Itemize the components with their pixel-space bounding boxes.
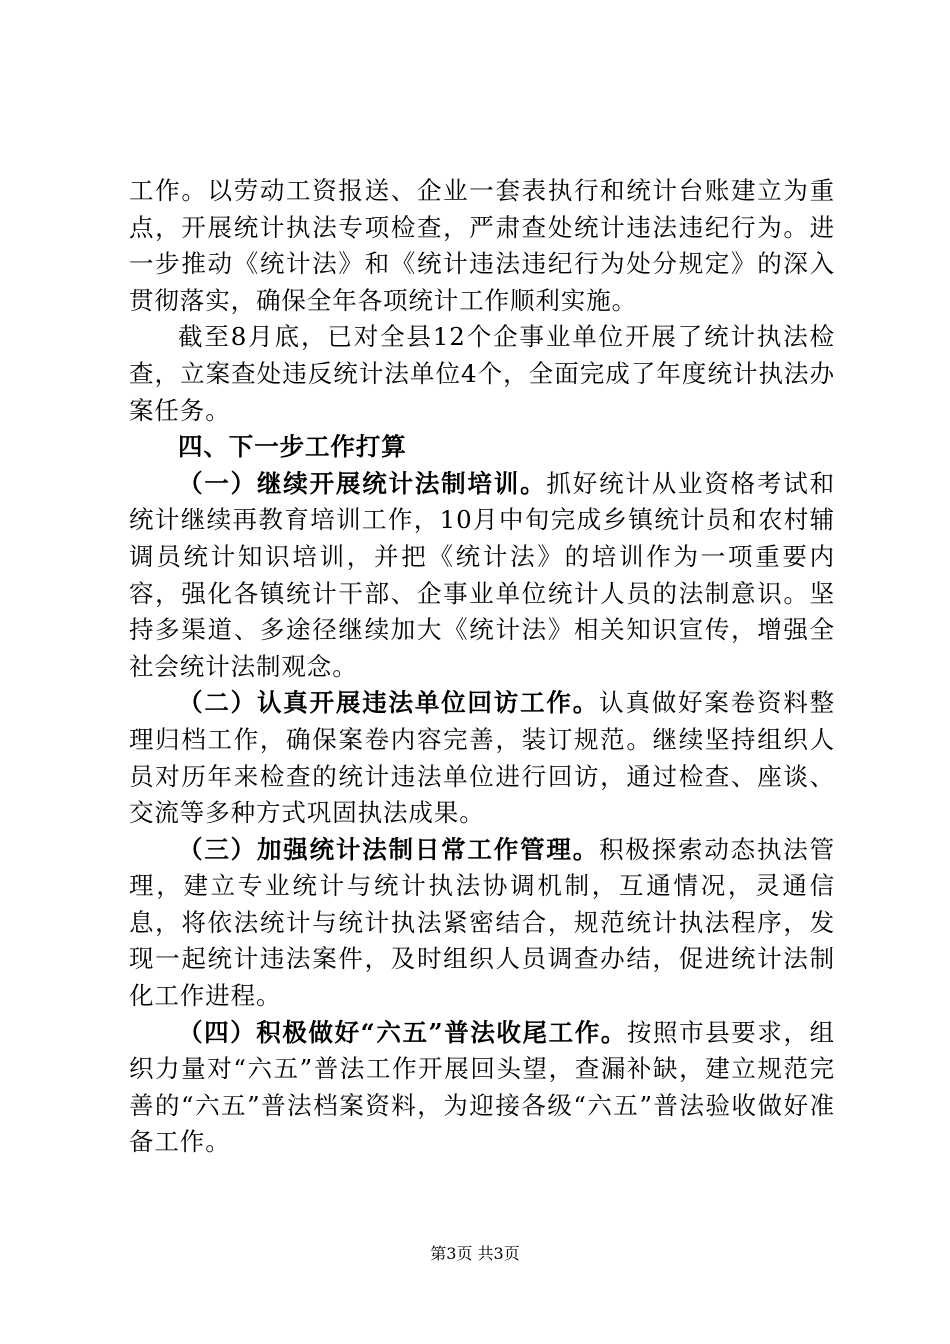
plan-item-1-title: （一）继续开展统计法制培训。: [178, 468, 547, 498]
plan-item-1: [129, 466, 835, 686]
paragraph-progress: 截至8月底，已对全县12个企事业单位开展了统计执法检查，立案查处违反统计法单位4个，全面完成了年度统计执法办案任务。: [129, 322, 835, 425]
plan-item-4-title: （四）积极做好“六五”普法收尾工作。: [178, 1017, 627, 1047]
document-body: [129, 173, 835, 1161]
plan-item-3-title: （三）加强统计法制日常工作管理。: [178, 834, 600, 864]
paragraph-continuation: 工作。以劳动工资报送、企业一套表执行和统计台账建立为重点，开展统计执法专项检查，严肃查处统计违法违纪行为。进一步推动《统计法》和《统计违法违纪行为处分规定》的深入贯彻落实，确保全年各项统计工作顺利实施。: [129, 176, 835, 315]
plan-item-3: [129, 832, 835, 1015]
plan-item-2-title: （二）认真开展违法单位回访工作。: [178, 688, 600, 718]
section-heading: 四、下一步工作打算: [178, 432, 407, 462]
page-number-footer: 第3页 共3页: [430, 1244, 520, 1263]
plan-item-1-body: 抓好统计从业资格考试和统计继续再教育培训工作，10月中旬完成乡镇统计员和农村辅调员统计知识培训，并把《统计法》的培训作为一项重要内容，强化各镇统计干部、企事业单位统计人员的法制意识。坚持多渠道、多途径继续加大《统计法》相关知识宣传，增强全社会统计法制观念。: [129, 468, 835, 681]
plan-item-4: [129, 1015, 835, 1161]
plan-item-3-body: 积极探索动态执法管理，建立专业统计与统计执法协调机制，互通情况，灵通信息，将依法统计与统计执法紧密结合，规范统计执法程序，发现一起统计违法案件，及时组织人员调查办结，促进统计法制化工作进程。: [129, 834, 835, 1011]
plan-item-2: [129, 685, 835, 831]
plan-item-2-body: 认真做好案卷资料整理归档工作，确保案卷内容完善，装订规范。继续坚持组织人员对历年来检查的统计违法单位进行回访，通过检查、座谈、交流等多种方式巩固执法成果。: [129, 688, 835, 828]
plan-item-4-body: 按照市县要求，组织力量对“六五”普法工作开展回头望，查漏补缺，建立规范完善的“六五”普法档案资料，为迎接各级“六五”普法验收做好准备工作。: [129, 1017, 835, 1157]
